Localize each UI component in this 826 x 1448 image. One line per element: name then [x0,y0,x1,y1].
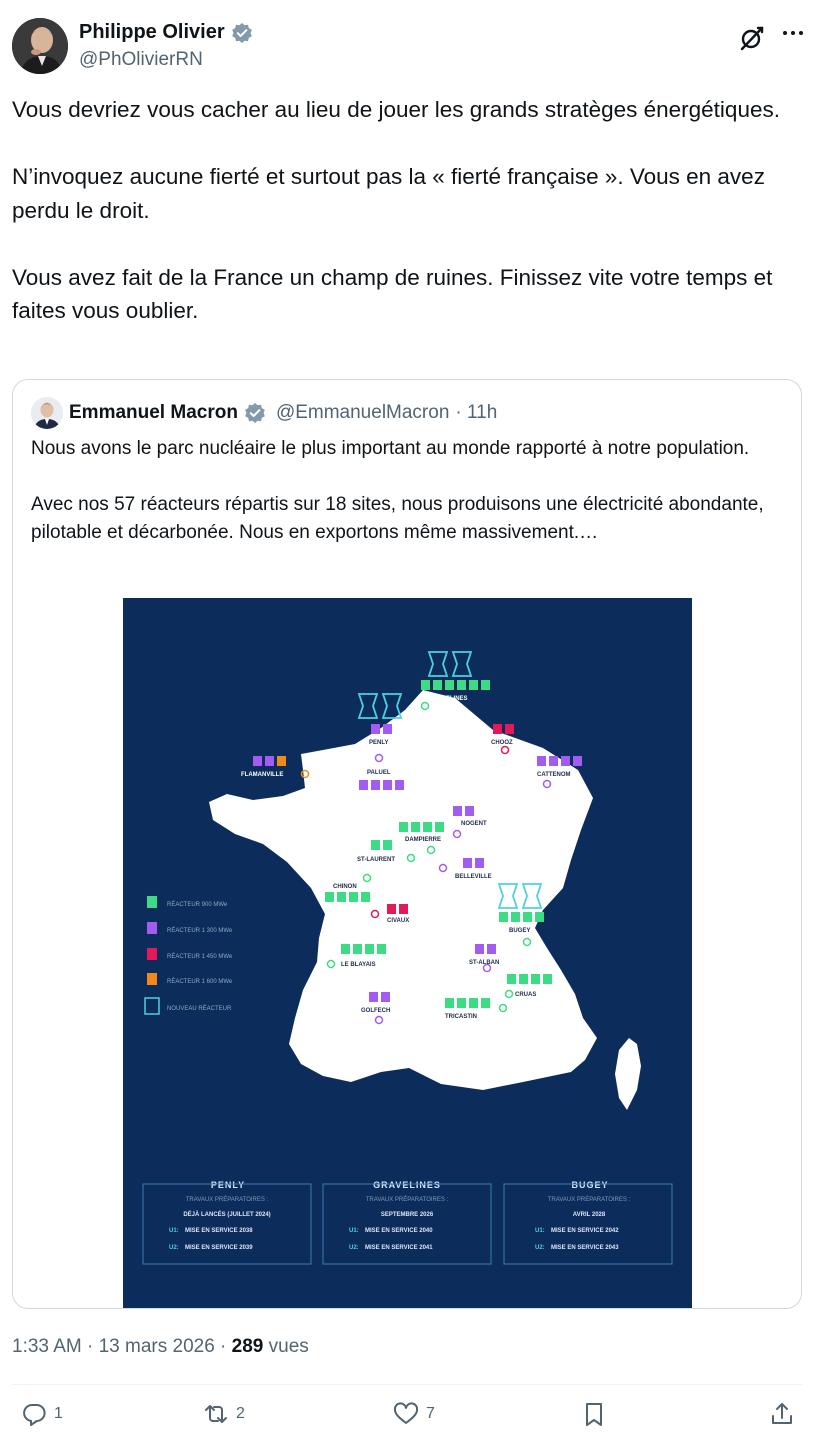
tweet-paragraph: N’invoquez aucune fierté et surtout pas la « fierté française ». Vous en avez perdu le droit. [12,164,765,223]
tweet-timestamp[interactable]: 1:33 AM · 13 mars 2026 · [12,1336,232,1357]
project-unit: U2: [349,1245,359,1251]
tweet-paragraph: Vous avez fait de la France un champ de ruines. Finissez vite votre temps et faites vous oublier. [12,264,773,323]
author-handle[interactable]: @PhOlivierRN [79,49,203,70]
bookmark-icon [580,1400,608,1428]
tweet-meta [12,1336,309,1358]
tweet-text [12,93,812,328]
project-line: SEPTEMBRE 2026 [380,1212,434,1218]
tweet-paragraph: Vous devriez vous cacher au lieu de jouer les grands stratèges énergétiques. [12,97,780,122]
quoted-paragraph: Avec nos 57 réacteurs répartis sur 18 sites, nous produisons une électricité abondante, pilotable et décarbonée. Nous en exportons même massivement.… [31,494,764,543]
legend-label: RÉACTEUR 1 600 MWe [167,979,233,985]
project-unit-date: MISE EN SERVICE 2043 [551,1245,619,1251]
author-name-row [79,21,253,44]
like-button[interactable] [392,1400,435,1428]
project-unit: U1: [535,1228,545,1234]
project-unit: U1: [349,1228,359,1234]
site-label: GOLFECH [361,1008,391,1014]
project-title: PENLY [210,1180,246,1190]
project-unit-date: MISE EN SERVICE 2039 [185,1245,253,1251]
site-label: CHOOZ [491,740,513,746]
reply-count: 1 [54,1405,63,1422]
quoted-author-handle: @EmmanuelMacron [275,402,450,423]
project-unit-date: MISE EN SERVICE 2038 [185,1228,253,1234]
quoted-paragraph: Nous avons le parc nucléaire le plus important au monde rapporté à notre population. [31,438,750,459]
verified-badge-icon [231,22,253,44]
repost-button[interactable] [202,1400,245,1428]
author-avatar[interactable] [12,18,68,74]
site-label: FLAMANVILLE [241,772,284,778]
repost-icon [202,1400,230,1428]
project-title: GRAVELINES [373,1180,441,1190]
action-bar [12,1400,802,1440]
legend-label: NOUVEAU RÉACTEUR [167,1006,232,1012]
site-label: NOGENT [461,821,487,827]
quoted-tweet-text [31,435,791,547]
site-label: GRAVELINES [429,696,468,702]
project-subtitle: TRAVAUX PRÉPARATOIRES : [185,1197,269,1203]
bookmark-button[interactable] [580,1400,608,1428]
reply-icon [20,1400,48,1428]
project-unit: U2: [169,1245,179,1251]
project-subtitle: TRAVAUX PRÉPARATOIRES : [365,1197,449,1203]
site-label: BELLEVILLE [455,874,492,880]
site-label: LE BLAYAIS [341,962,376,968]
share-button[interactable] [768,1400,796,1428]
site-label: CRUAS [515,992,537,998]
site-label: BUGEY [509,928,531,934]
quoted-author-avatar [31,397,63,429]
site-label: DAMPIERRE [405,837,442,843]
tweet-header [12,18,814,76]
heart-icon [392,1400,420,1428]
verified-badge-icon [244,402,266,424]
legend-label: RÉACTEUR 1 300 MWe [167,928,233,934]
project-subtitle: TRAVAUX PRÉPARATOIRES : [547,1197,631,1203]
site-label: ST-LAURENT [357,857,395,863]
quoted-author-name: Emmanuel Macron [69,402,238,423]
site-label: ST-ALBAN [469,960,500,966]
author-name[interactable]: Philippe Olivier [79,21,225,43]
site-label: PENLY [369,740,389,746]
legend-label: RÉACTEUR 1 450 MWe [167,954,233,960]
like-count: 7 [426,1405,435,1422]
quoted-tweet-time: · 11h [455,402,498,423]
project-line: AVRIL 2028 [572,1212,606,1218]
site-label: CATTENOM [537,772,571,778]
views-label: vues [263,1336,309,1357]
more-options-icon[interactable] [778,21,808,45]
quoted-tweet[interactable] [12,379,802,1309]
site-label: CIVAUX [387,918,410,924]
divider [12,1384,802,1385]
project-unit-date: MISE EN SERVICE 2041 [365,1245,433,1251]
project-unit: U2: [535,1245,545,1251]
project-title: BUGEY [571,1180,609,1190]
grok-icon[interactable] [738,24,766,52]
views-count: 289 [231,1336,264,1357]
nuclear-map-image[interactable] [123,598,692,1309]
repost-count: 2 [236,1405,245,1422]
project-unit-date: MISE EN SERVICE 2040 [365,1228,433,1234]
reply-button[interactable] [20,1400,63,1428]
site-label: TRICASTIN [445,1014,477,1020]
project-line: DÉJÀ LANCÉS (JUILLET 2024) [183,1212,271,1218]
project-unit-date: MISE EN SERVICE 2042 [551,1228,619,1234]
quoted-tweet-header [31,397,497,429]
site-label: CHINON [333,884,357,890]
project-unit: U1: [169,1228,179,1234]
share-icon [768,1400,796,1428]
legend-label: RÉACTEUR 900 MWe [167,902,228,908]
site-label: PALUEL [367,770,391,776]
